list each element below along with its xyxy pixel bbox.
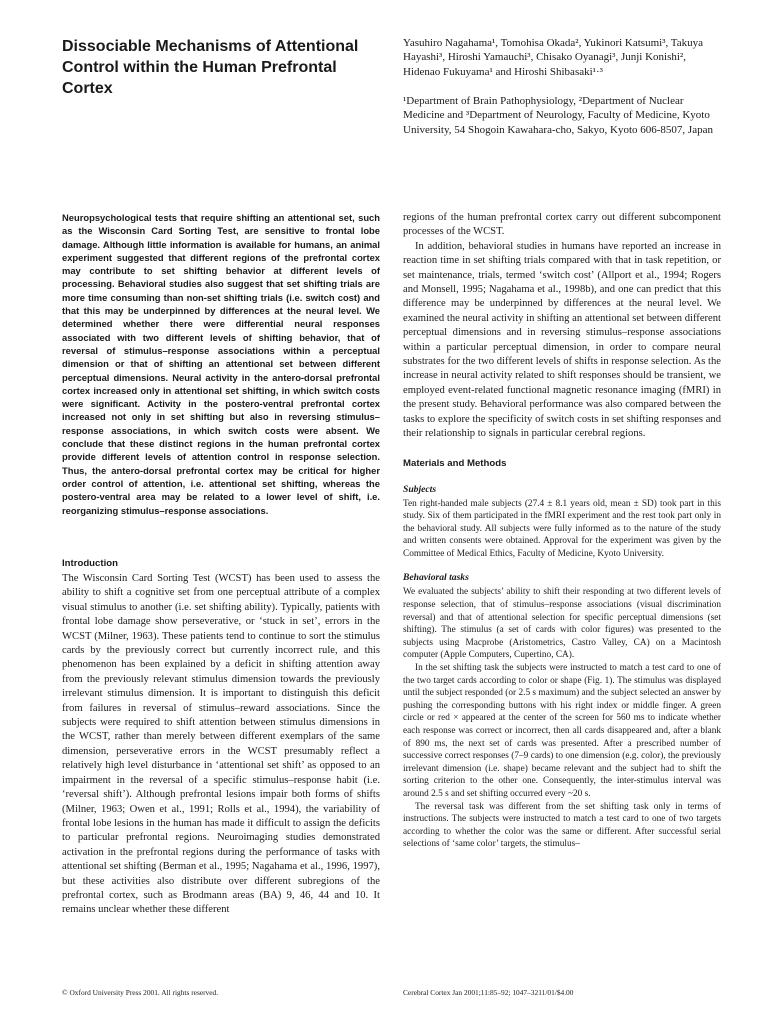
subjects-heading: Subjects xyxy=(403,483,437,495)
continuation-paragraph: regions of the human prefrontal cortex carry out different subcomponent processes of the WCST. xyxy=(403,212,721,238)
introduction-section xyxy=(62,558,380,918)
introduction-paragraph-2: In addition, behavioral studies in humans have reported an increase in reaction time in set shifting trials compared with that in task repetition, or set maintenance, trials, termed ‘switch cost’ (Allport et al., 1994; Rogers and Monsell, 1995; Nagahama et al., 1998b), and one can predict that this difference may be underpinned by differences at the neural level. We examined the neural activity in shifting an attentional set between different perceptual dimensions and in reversing stimulus–response associations within a particular perceptual dimension, in order to compare neural substrates for the two different levels of shifts in response selection. As the increase in neural activity related to shift responses should be transient, we employed event-related functional magnetic resonance imaging (fMRI) in the present study. Behavioral performance was also compared between the tasks to explore the specificity of switch costs in set shifting responses and their relationship to signals in particular cerebral regions. xyxy=(403,240,721,440)
behavioral-paragraph-2: In the set shifting task the subjects were instructed to match a test card to one of the two target cards according to color or shape (Fig. 1). The stimulus was displayed until the subject responded (or 2.5 s maximum) and the subject selected an answer by pushing the corresponding buttons with his right index or middle finger. A green circle or red × appeared at the center of the screen for 560 ms to indicate whether each response was correct or incorrect, then all cards disappeared and, after a blank of 890 ms, the next set of cards was presented. After a prescribed number of successive correct responses (7–9 cards) to one dimension (e.g. color), the previously irrelevant dimension (i.e. shape) became relevant and the subject had to shift the sorting criterion to the other one. Consequently, the inter-stimulus interval was around 2.5 s and set shifting occurred every ~20 s. xyxy=(403,663,721,799)
journal-citation-footer: Cerebral Cortex Jan 2001;11:85–92; 1047–3211/01/$4.00 xyxy=(403,988,574,997)
copyright-footer: © Oxford University Press 2001. All rights reserved. xyxy=(62,988,219,997)
subjects-paragraph: Ten right-handed male subjects (27.4 ± 8.1 years old, mean ± SD) took part in this study. Six of them participated in the fMRI experiment and the rest took part only in the behavioral study. All subjects were fully informed as to the nature of the study and written consents were obtained. Approval for the experiment was given by the Committee of Medical Ethics, Faculty of Medicine, Kyoto University. xyxy=(403,498,721,559)
introduction-heading: Introduction xyxy=(62,558,118,569)
paper-title: Dissociable Mechanisms of Attentional Control within the Human Prefrontal Cortex xyxy=(62,38,359,97)
author-list: Yasuhiro Nagahama¹, Tomohisa Okada², Yukinori Katsumi³, Takuya Hayashi³, Hiroshi Yamauchi³, Chisako Oyanagi³, Junji Konishi², Hidenao Fukuyama¹ and Hiroshi Shibasaki¹·³ xyxy=(403,37,704,78)
methods-heading: Materials and Methods xyxy=(403,457,507,469)
behavioral-paragraph-1: We evaluated the subjects’ ability to shift their responding at two different levels of response selection, that of stimulus–response associations (visual discrimination reversal) and that of attentional selection for specific perceptual dimensions (set shifting). The stimulus (a set of cards with color figures) was presented to the subjects using Macprobe (Aristometrics, Castro Valley, CA) on a Macintosh computer (Apple Computers, Cupertino, CA). xyxy=(403,587,721,661)
abstract: Neuropsychological tests that require shifting an attentional set, such as the Wisconsin Card Sorting Test, are sensitive to frontal lobe damage. Although little information is available for humans, an animal experiment suggested that different regions of the prefrontal cortex may contribute to set shifting behavior at different levels of processing. Behavioral studies also suggest that set shifting trials are more time consuming than non-set shifting trials (i.e. switch cost) and that this may be underpinned by differences at the neural level. We determined whether there were differential neural responses associated with two different levels of shifting behavior, that of reversal of stimulus–response associations within a perceptual dimension or that of shifting an attentional set between different perceptual dimensions. Neural activity in the antero-dorsal prefrontal cortex increased only in attentional set shifting, in which switch costs were significant. Activity in the postero-ventral prefrontal cortex increased not only in set shifting but also in reversing stimulus–response associations, in which switch costs were absent. We conclude that these distinct regions in the human prefrontal cortex provide different levels of attention control in response selection. Thus, the antero-dorsal prefrontal cortex may be critical for higher order control of attention, i.e. attentional set shifting, whereas the postero-ventral area may be related to a lower level of shift, i.e. reorganizing stimulus–response associations. xyxy=(62,212,380,516)
behavioral-paragraph-3: The reversal task was different from the set shifting task only in terms of instructions. The subjects were instructed to match a test card to one of two targets according to whether the color was the same or different. After successful serial selections of ‘same color’ targets, the stimulus– xyxy=(403,801,721,850)
affiliation: ¹Department of Brain Pathophysiology, ²Department of Nuclear Medicine and ³Department of Neurology, Faculty of Medicine, Kyoto University, 54 Shogoin Kawahara-cho, Sakyo, Kyoto 606-8507, Japan xyxy=(403,95,713,136)
right-column xyxy=(403,211,721,851)
introduction-paragraph: The Wisconsin Card Sorting Test (WCST) has been used to assess the ability to shift a cognitive set from one perceptual attribute of a complex visual stimulus to another (i.e. set shifting ability). Typically, patients with frontal lobe damage show perseverative, or ‘stuck in set’, errors in the WCST (Milner, 1963). These patients tend to continue to sort the stimulus cards by the previously correct but currently incorrect rule, and this phenomenon has been explained by a deficit in shifting attention away from the previously relevant stimulus dimension towards the previously irrelevant stimulus dimension. It is important to distinguish this deficit from failures in reversal of stimulus–reward associations. Since the subjects were required to shift attention between stimulus dimensions in the WCST, rather than merely between different exemplars of the same dimension, perseverative errors in the WCST presumably reflect a relatively high level disturbance in ‘attentional set shift’ as opposed to an impairment in the reversal of a specific stimulus–response habit (i.e. ‘reversal shift’). Although prefrontal lesions impair both forms of shifts (Milner, 1963; Owen et al., 1991; Rolls et al., 1994), the variability of frontal lobe lesions in the human has made it difficult to assign the deficits to particular prefrontal regions. Neuroimaging studies demonstrated activation in the prefrontal regions during the performance of tasks with attentional set shifting (Berman et al., 1995; Nagahama et al., 1996, 1997), but these activities also distribute over different subregions of the prefrontal cortex, such as Brodmann areas (BA) 9, 46, 44 and 10. It remains unclear whether these different xyxy=(62,573,380,916)
behavioral-tasks-heading: Behavioral tasks xyxy=(403,572,469,584)
